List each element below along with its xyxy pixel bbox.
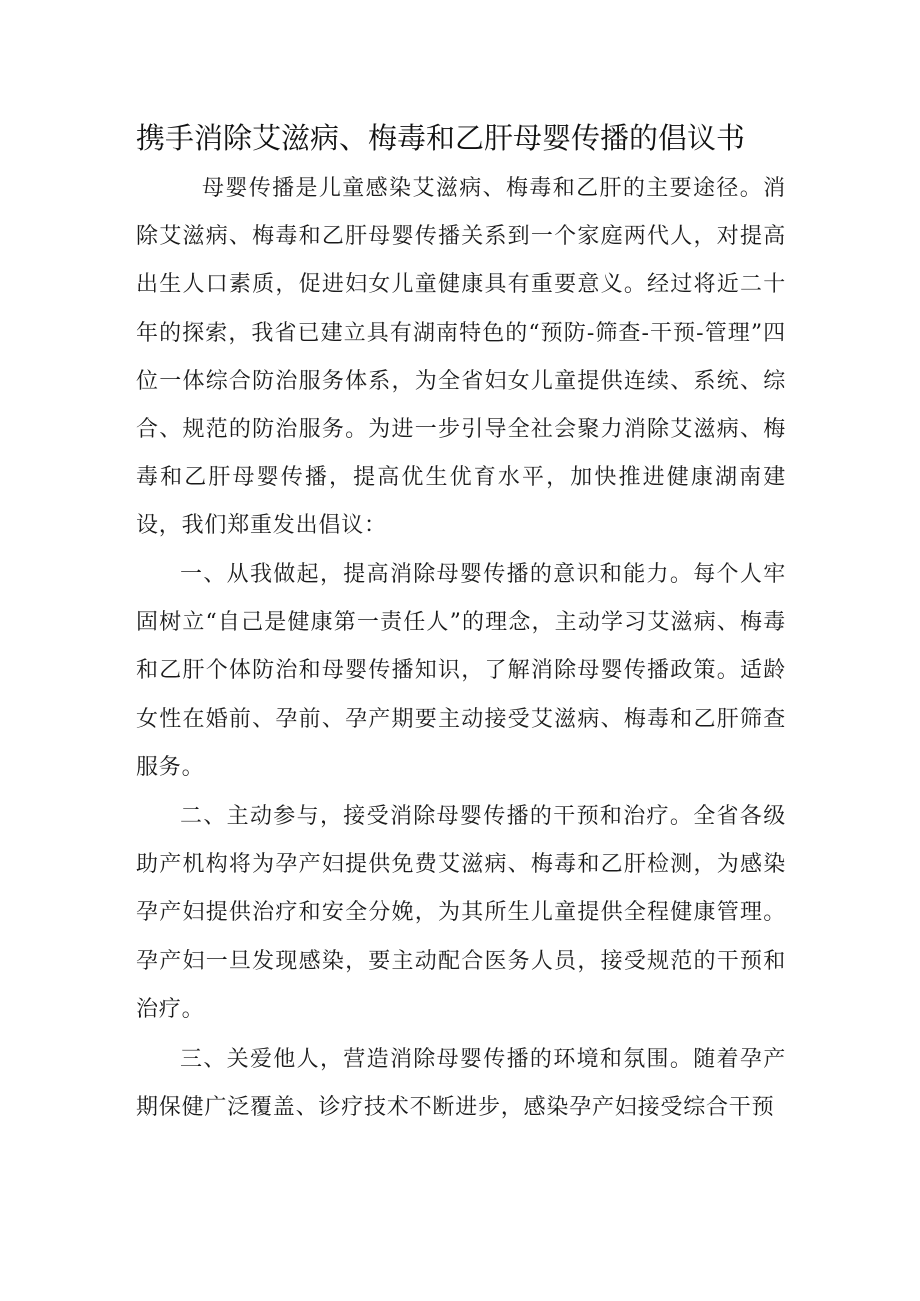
document-title: 携手消除艾滋病、梅毒和乙肝母婴传播的倡议书: [136, 121, 746, 155]
initiative-paragraph-2: 二、主动参与，接受消除母婴传播的干预和治疗。全省各级助产机构将为孕产妇提供免费艾滋病、梅毒和乙肝检测，为感染孕产妇提供治疗和安全分娩，为其所生儿童提供全程健康管理。孕产妇一旦发现感染，要主动配合医务人员，接受规范的干预和治疗。: [136, 804, 786, 1022]
intro-paragraph: 母婴传播是儿童感染艾滋病、梅毒和乙肝的主要途径。消除艾滋病、梅毒和乙肝母婴传播关系到一个家庭两代人，对提高出生人口素质，促进妇女儿童健康具有重要意义。经过将近二十年的探索，我省已建立具有湖南特色的“预防-筛查-干预-管理”四位一体综合防治服务体系，为全省妇女儿童提供连续、系统、综合、规范的防治服务。为进一步引导全社会聚力消除艾滋病、梅毒和乙肝母婴传播，提高优生优育水平，加快推进健康湖南建设，我们郑重发出倡议：: [136, 176, 786, 539]
initiative-paragraph-1: 一、从我做起，提高消除母婴传播的意识和能力。每个人牢固树立“自己是健康第一责任人”的理念，主动学习艾滋病、梅毒和乙肝个体防治和母婴传播知识，了解消除母婴传播政策。适龄女性在婚前、孕前、孕产期要主动接受艾滋病、梅毒和乙肝筛查服务。: [136, 562, 786, 780]
initiative-paragraph-3: 三、关爱他人，营造消除母婴传播的环境和氛围。随着孕产期保健广泛覆盖、诊疗技术不断进步，感染孕产妇接受综合干预: [136, 1047, 786, 1121]
